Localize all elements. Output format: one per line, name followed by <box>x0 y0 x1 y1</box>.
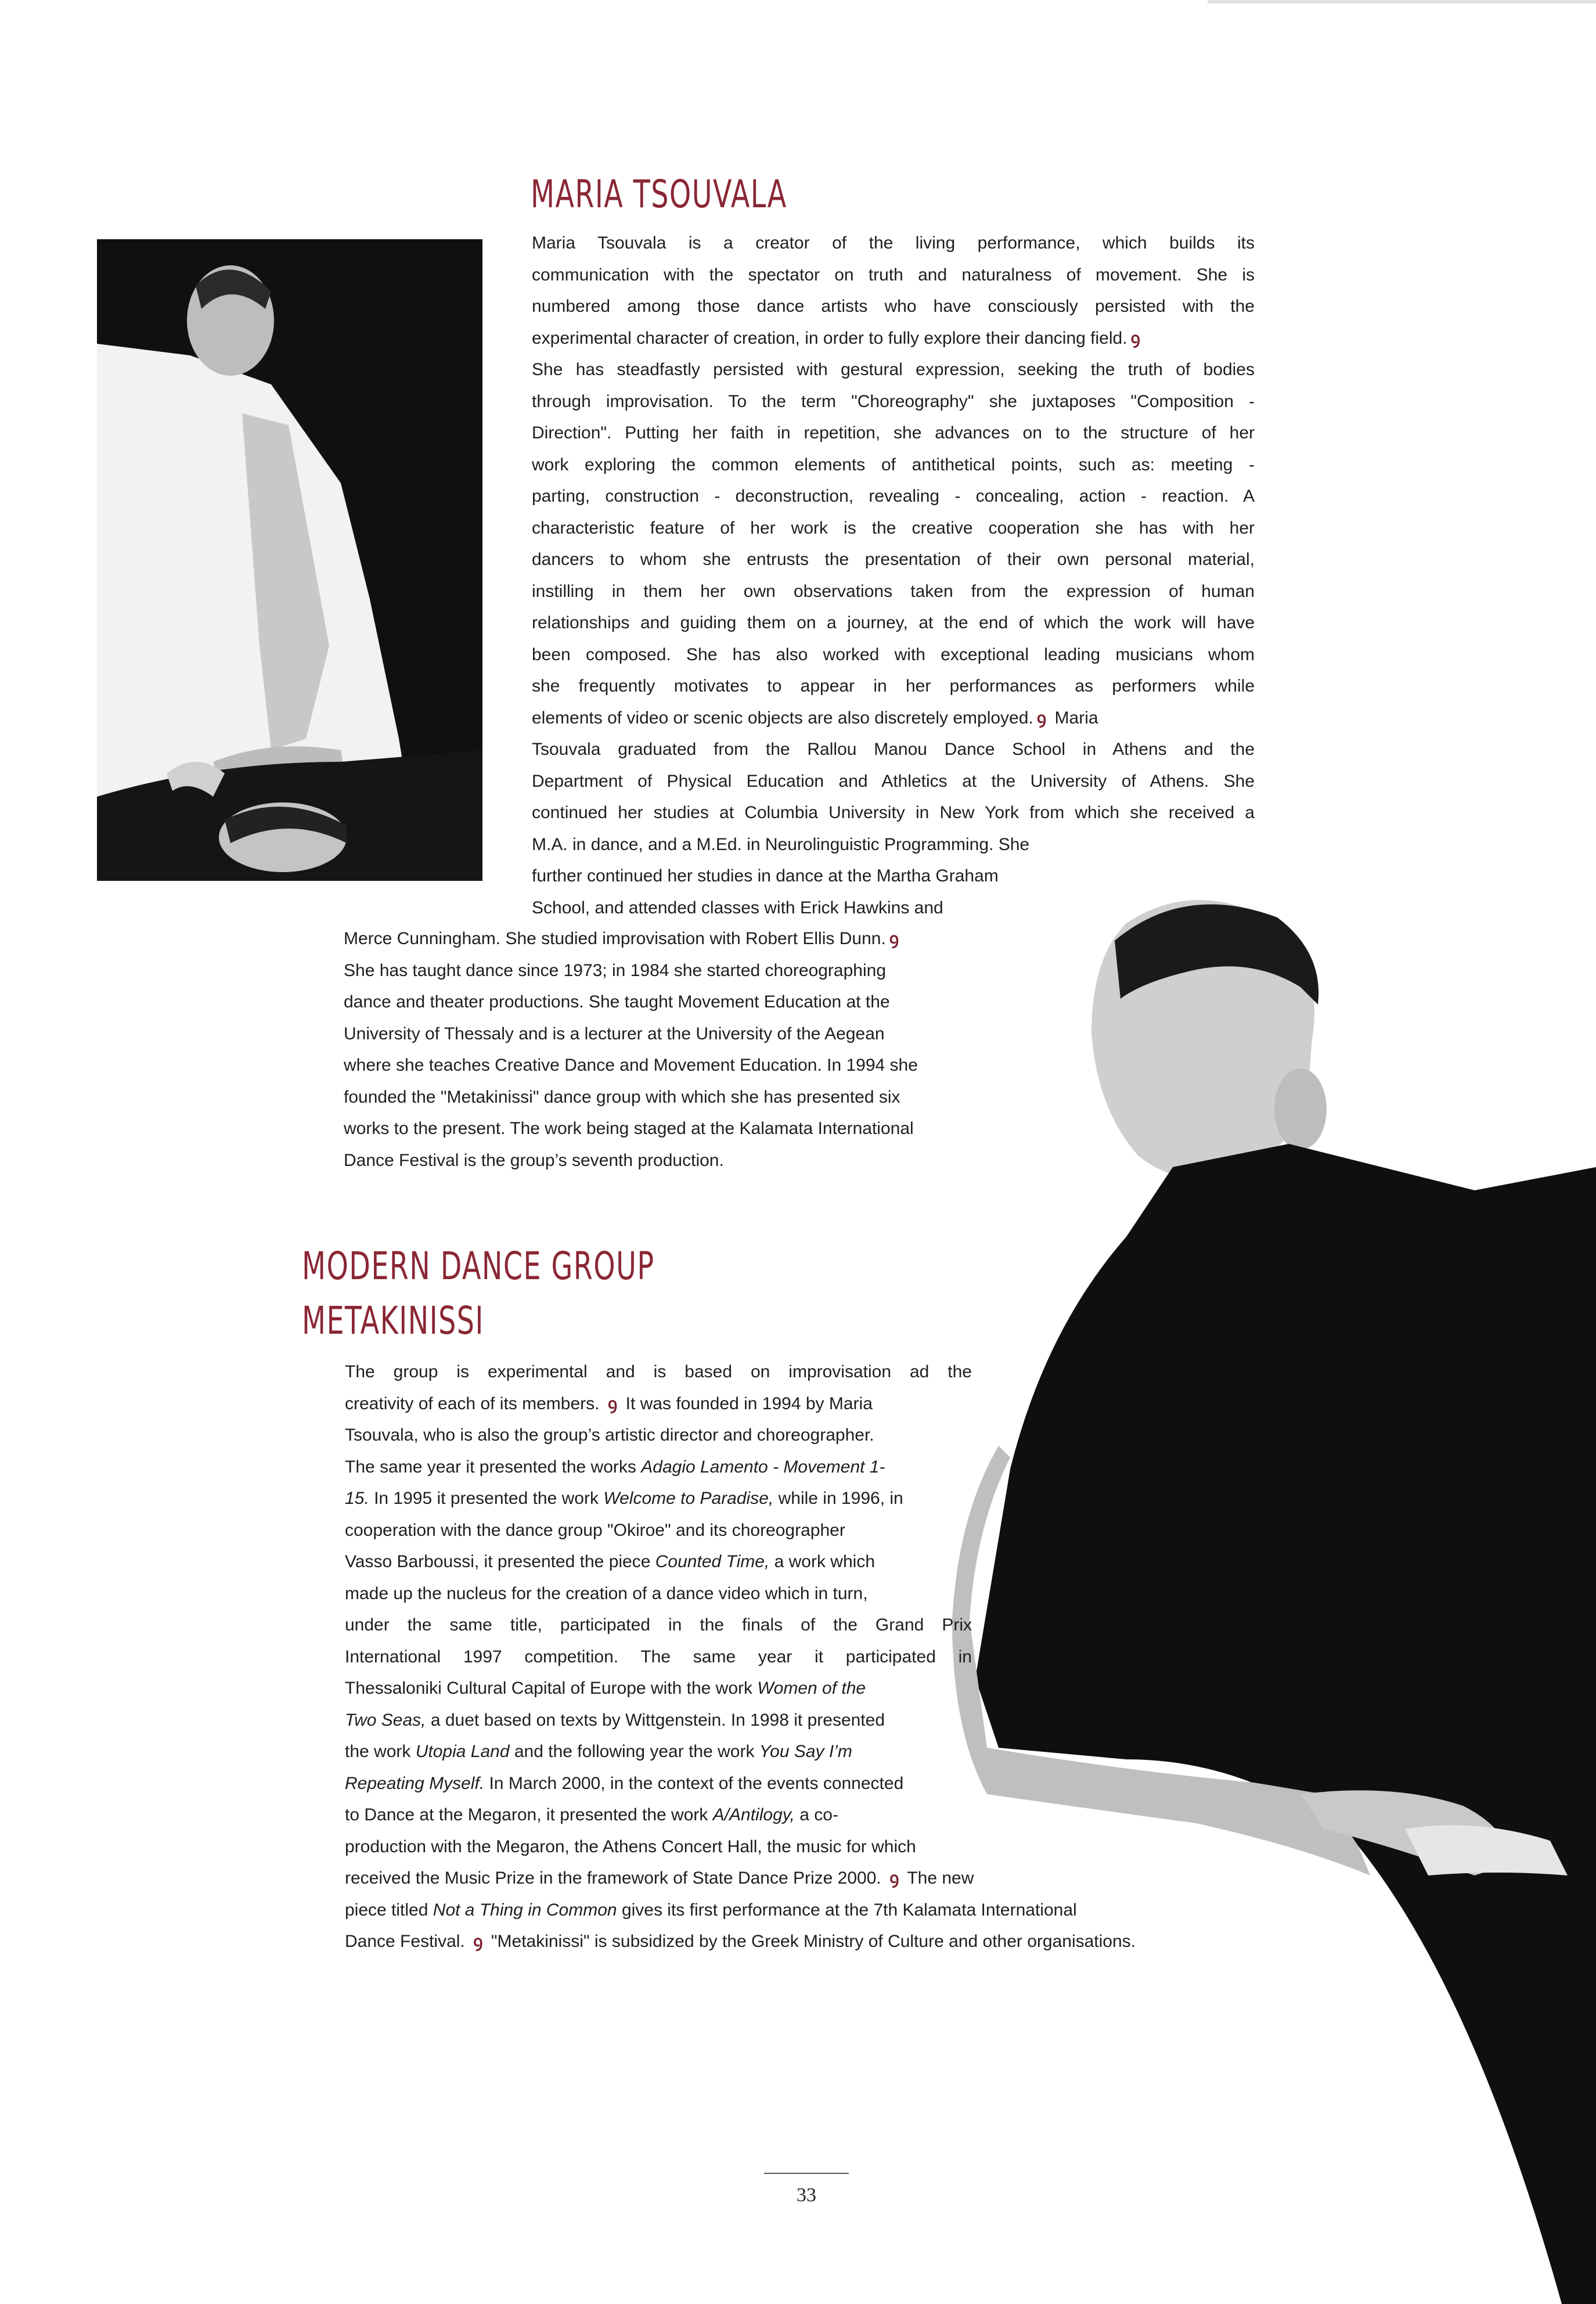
group-line-text: the work <box>345 1742 411 1761</box>
bio-line: relationships and guiding them on a journey, at the end of which the work will have <box>532 613 1255 632</box>
group-line-text: gives its first performance at the 7th Kalamata International <box>621 1900 1077 1920</box>
group-line-text: a duet based on texts by Wittgenstein. In 1998 it presented <box>430 1710 885 1730</box>
group-paragraph <box>345 1356 1262 1958</box>
work-title: 15. <box>345 1489 369 1508</box>
heading-maria-tsouvala <box>531 172 787 217</box>
work-title: Women of the <box>757 1679 866 1698</box>
bio-line: M.A. in dance, and a M.Ed. in Neurolinguistic Programming. She <box>532 834 1030 854</box>
section-mark-icon: ꝯ <box>1130 329 1140 347</box>
group-line <box>345 1736 1262 1768</box>
bio-line: parting, construction - deconstruction, revealing - concealing, action - reaction. A <box>532 487 1255 506</box>
photo-dancers-floor <box>97 239 482 881</box>
group-line <box>345 1895 1262 1927</box>
group-line <box>345 1863 1262 1895</box>
group-line-text: creativity of each of its members. <box>345 1394 600 1413</box>
heading-line: METAKINISSI <box>302 1298 484 1343</box>
work-title: Repeating Myself. <box>345 1773 485 1793</box>
group-line-text: The same year it presented the works <box>345 1457 636 1477</box>
work-title: Counted Time, <box>655 1552 770 1571</box>
bio-line: dancers to whom she entrusts the presentation of their own personal material, <box>532 550 1255 569</box>
group-line: made up the nucleus for the creation of a dance video which in turn, <box>345 1583 868 1603</box>
bio-line: School, and attended classes with Erick Hawkins and <box>532 898 943 917</box>
group-line-text: to Dance at the Megaron, it presented the work <box>345 1805 708 1824</box>
group-line: The group is experimental and is based on improvisation ad the <box>345 1362 972 1381</box>
bio-line: Dance Festival is the group’s seventh production. <box>344 1150 724 1170</box>
bio-line-text: Merce Cunningham. She studied improvisation with Robert Ellis Dunn. <box>344 929 886 948</box>
bio-line: Tsouvala graduated from the Rallou Manou Dance School in Athens and the <box>532 740 1255 759</box>
bio-line: Maria Tsouvala is a creator of the living performance, which builds its <box>532 233 1255 253</box>
section-mark-icon: ꝯ <box>607 1394 618 1413</box>
bio-line <box>344 923 1000 955</box>
bio-line <box>532 323 1255 355</box>
work-title: Adagio Lamento - Movement 1- <box>641 1457 885 1477</box>
bio-line-text: experimental character of creation, in order to fully explore their dancing field. <box>532 328 1127 348</box>
bio-line: numbered among those dance artists who have consciously persisted with the <box>532 297 1255 316</box>
page-number: 33 <box>797 2184 816 2206</box>
section-mark-icon: ꝯ <box>1036 708 1047 727</box>
bio-line: Direction". Putting her faith in repetition, she advances on to the structure of her <box>532 423 1255 442</box>
heading-line: MARIA TSOUVALA <box>531 172 787 217</box>
heading-line: MODERN DANCE GROUP <box>302 1244 655 1288</box>
photo-dancers-floor-image <box>97 239 482 881</box>
section-mark-icon: ꝯ <box>889 1869 899 1887</box>
bio-line: Department of Physical Education and Athletics at the University of Athens. She <box>532 771 1255 791</box>
bio-line: dance and theater productions. She taught Movement Education at the <box>344 992 890 1011</box>
group-line-text: "Metakinissi" is subsidized by the Greek Ministry of Culture and other organisations. <box>491 1932 1136 1951</box>
footer-rule <box>764 2173 849 2174</box>
group-line-text: Vasso Barboussi, it presented the piece <box>345 1552 651 1571</box>
bio-line: been composed. She has also worked with exceptional leading musicians whom <box>532 645 1255 664</box>
group-line-text: It was founded in 1994 by Maria <box>625 1394 873 1413</box>
section-mark-icon: ꝯ <box>473 1932 483 1950</box>
group-line <box>345 1926 1262 1958</box>
group-line <box>345 1546 1262 1578</box>
group-line <box>345 1705 1262 1737</box>
group-line-text: while in 1996, in <box>778 1489 903 1508</box>
work-title: You Say I’m <box>759 1742 852 1761</box>
bio-line: further continued her studies in dance at the Martha Graham <box>532 866 999 885</box>
group-line <box>345 1768 1262 1800</box>
group-line-text: received the Music Prize in the framework of State Dance Prize 2000. <box>345 1869 881 1888</box>
section-mark-icon: ꝯ <box>889 930 899 948</box>
group-line <box>345 1673 1262 1705</box>
group-line-text: and the following year the work <box>514 1742 755 1761</box>
bio-line: characteristic feature of her work is the creative cooperation she has with her <box>532 518 1255 538</box>
group-line-text: Thessaloniki Cultural Capital of Europe with the work <box>345 1679 752 1698</box>
bio-line: She has steadfastly persisted with gestural expression, seeking the truth of bodies <box>532 360 1255 379</box>
group-line-text: piece titled <box>345 1900 428 1920</box>
work-title: Utopia Land <box>415 1742 510 1761</box>
bio-paragraph-upper <box>532 228 1255 924</box>
bio-paragraph-lower <box>344 923 1000 1176</box>
bio-line-text: elements of video or scenic objects are also discretely employed. <box>532 708 1033 728</box>
group-line <box>345 1388 1262 1420</box>
group-line: cooperation with the dance group "Okiroe" and its choreographer <box>345 1520 845 1540</box>
bio-line-text: Maria <box>1054 708 1098 728</box>
group-line-text: In 1995 it presented the work <box>374 1489 599 1508</box>
group-line: production with the Megaron, the Athens Concert Hall, the music for which <box>345 1837 916 1856</box>
work-title: Two Seas, <box>345 1710 426 1730</box>
group-line-text: The new <box>907 1869 974 1888</box>
group-line-text: Dance Festival. <box>345 1932 465 1951</box>
bio-line: communication with the spectator on truth and naturalness of movement. She is <box>532 265 1255 285</box>
bio-line: continued her studies at Columbia University in New York from which she received a <box>532 803 1255 822</box>
bio-line <box>532 703 1255 735</box>
group-line <box>345 1452 1262 1484</box>
group-line <box>345 1483 1262 1515</box>
work-title: Not a Thing in Common <box>433 1900 617 1920</box>
bio-line: where she teaches Creative Dance and Movement Education. In 1994 she <box>344 1056 918 1075</box>
heading-modern-dance-group <box>302 1239 654 1348</box>
group-line-text: In March 2000, in the context of the events connected <box>489 1773 904 1793</box>
bio-line: University of Thessaly and is a lecturer at the University of the Aegean <box>344 1024 885 1043</box>
work-title: Welcome to Paradise, <box>603 1489 774 1508</box>
bio-line: work exploring the common elements of antithetical points, such as: meeting - <box>532 455 1255 474</box>
bio-line: through improvisation. To the term "Choreography" she juxtaposes "Composition - <box>532 391 1255 411</box>
group-line-text: a co- <box>799 1805 838 1824</box>
group-line: under the same title, participated in the finals of the Grand Prix <box>345 1615 972 1635</box>
bio-line: founded the "Metakinissi" dance group with which she has presented six <box>344 1087 900 1107</box>
group-line: Tsouvala, who is also the group’s artistic director and choreographer. <box>345 1425 874 1445</box>
bio-line: instilling in them her own observations taken from the expression of human <box>532 581 1255 601</box>
group-line: International 1997 competition. The same year it participated in <box>345 1647 972 1666</box>
work-title: A/Antilogy, <box>712 1805 795 1824</box>
group-line-text: a work which <box>774 1552 876 1571</box>
group-line <box>345 1799 1262 1831</box>
bio-line: she frequently motivates to appear in her performances as performers while <box>532 676 1255 696</box>
bio-line: She has taught dance since 1973; in 1984 she started choreographing <box>344 960 887 980</box>
bio-line: works to the present. The work being staged at the Kalamata International <box>344 1119 914 1138</box>
top-edge-rule <box>1208 0 1596 3</box>
